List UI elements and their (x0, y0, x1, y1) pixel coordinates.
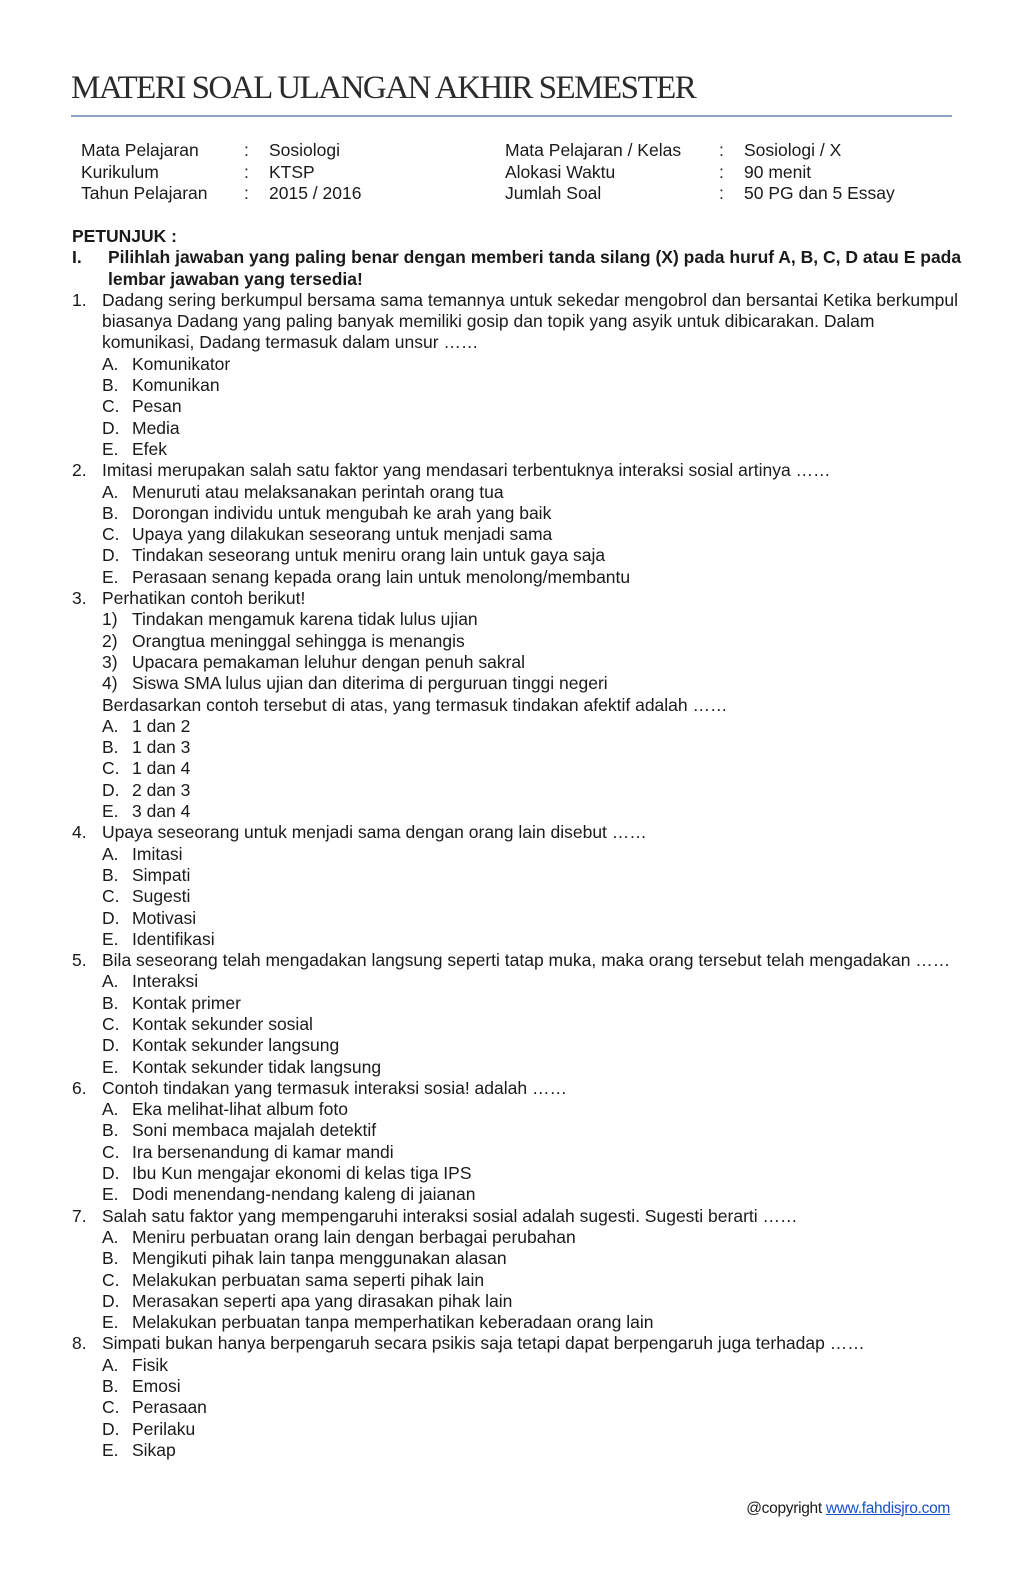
answer-option-text: 1 dan 2 (132, 715, 191, 736)
answer-option-text: Media (132, 417, 180, 438)
meta-row (81, 183, 961, 205)
meta-label: Mata Pelajaran / Kelas (505, 140, 682, 160)
question-text: Contoh tindakan yang termasuk interaksi sosia! adalah …… (102, 1077, 567, 1098)
answer-option (102, 844, 962, 865)
answer-option-key: E. (102, 1439, 119, 1460)
instruction-text: Pilihlah jawaban yang paling benar dengan memberi tanda silang (X) pada huruf A, B, C, D atau E pada lembar jawaban yang tersedia! (108, 247, 962, 289)
answer-option-key: A. (102, 1354, 119, 1375)
question (72, 290, 962, 460)
answer-option-key: D. (102, 907, 120, 928)
meta-value: 50 PG dan 5 Essay (744, 183, 895, 203)
meta-separator: : (719, 183, 724, 203)
meta-value: 90 menit (744, 161, 812, 182)
answer-option (102, 737, 962, 758)
answer-option (102, 1248, 962, 1269)
answer-option-text: Kontak sekunder langsung (132, 1035, 340, 1056)
answer-option-text: Kontak sekunder sosial (132, 1013, 313, 1034)
example-item-key: 2) (102, 630, 118, 651)
answer-option (102, 716, 962, 737)
meta-label: Alokasi Waktu (505, 161, 616, 182)
question-list (72, 290, 962, 1461)
answer-option-text: Efek (132, 438, 168, 459)
question (72, 1333, 962, 1461)
answer-option-text: 2 dan 3 (132, 779, 191, 800)
answer-option (102, 545, 962, 566)
example-item-text: Tindakan mengamuk karena tidak lulus ujian (132, 609, 478, 630)
answer-option-text: Melakukan perbuatan tanpa memperhatikan keberadaan orang lain (132, 1312, 654, 1333)
answer-option-key: B. (102, 992, 119, 1013)
answer-option-key: B. (102, 1248, 119, 1269)
answer-option-text: Sugesti (132, 886, 191, 907)
answer-option-text: Imitasi (132, 843, 183, 864)
answer-option-key: C. (102, 758, 120, 779)
question-text: Upaya seseorang untuk menjadi sama dengan orang lain disebut …… (102, 822, 647, 843)
answer-option-key: E. (102, 566, 119, 587)
meta-row (81, 140, 961, 162)
answer-option-key: A. (102, 971, 119, 992)
answer-option (102, 503, 962, 524)
question (72, 1206, 962, 1334)
meta-value: KTSP (269, 161, 315, 182)
answer-option-text: Komunikator (132, 353, 231, 374)
answer-option-text: Dodi menendang-nendang kaleng di jaianan (132, 1184, 476, 1205)
answer-option (102, 780, 962, 801)
answer-option-text: Fisik (132, 1354, 168, 1375)
answer-option (102, 1355, 962, 1376)
answer-option (102, 865, 962, 886)
meta-separator: : (244, 140, 249, 160)
question (72, 1078, 962, 1206)
answer-option-text: Dorongan individu untuk mengubah ke arah yang baik (132, 502, 552, 523)
answer-option (102, 1184, 962, 1205)
answer-option-key: A. (102, 1099, 119, 1120)
copyright-link[interactable]: www.fahdisjro.com (825, 1500, 950, 1517)
question-number: 2. (72, 460, 87, 481)
answer-option-text: Mengikuti pihak lain tanpa menggunakan alasan (132, 1248, 507, 1269)
answer-option-text: Merasakan seperti apa yang dirasakan pihak lain (132, 1290, 513, 1311)
answer-option-key: D. (102, 1290, 120, 1311)
question-text: Salah satu faktor yang mempengaruhi interaksi sosial adalah sugesti. Sugesti berarti …… (102, 1205, 798, 1226)
answer-option (102, 439, 962, 460)
answer-option-key: B. (102, 1120, 119, 1141)
answer-option (102, 1099, 962, 1120)
answer-option-text: Tindakan seseorang untuk meniru orang lain untuk gaya saja (132, 545, 606, 566)
example-item (102, 673, 962, 694)
question-stem (72, 1206, 962, 1227)
answer-option (102, 1227, 962, 1248)
question-number: 5. (72, 950, 87, 971)
meta-separator: : (244, 161, 249, 182)
example-item-text: Upacara pemakaman leluhur dengan penuh sakral (132, 651, 526, 672)
question-text: Simpati bukan hanya berpengaruh secara psikis saja tetapi dapat berpengaruh juga terhadap …… (102, 1333, 865, 1354)
question-stem (72, 290, 962, 354)
answer-option (102, 1376, 962, 1397)
answer-option-text: Soni membaca majalah detektif (132, 1120, 377, 1141)
answer-option (102, 993, 962, 1014)
answer-option-key: E. (102, 438, 119, 459)
question-followup: Berdasarkan contoh tersebut di atas, yang termasuk tindakan afektif adalah …… (102, 694, 728, 715)
question (72, 950, 962, 1078)
title-underline (71, 115, 952, 117)
answer-option (102, 929, 962, 950)
answer-option (102, 801, 962, 822)
answer-option (102, 1163, 962, 1184)
answer-option (102, 758, 962, 779)
answer-option-text: Motivasi (132, 907, 197, 928)
answer-option (102, 396, 962, 417)
answer-option-text: Simpati (132, 864, 191, 885)
question-stem (72, 822, 962, 843)
example-item-key: 1) (102, 609, 118, 630)
answer-option (102, 354, 962, 375)
answer-option-text: Pesan (132, 396, 182, 417)
example-item-key: 3) (102, 651, 118, 672)
answer-option-key: B. (102, 375, 119, 396)
example-item-text: Siswa SMA lulus ujian dan diterima di perguruan tinggi negeri (132, 673, 608, 694)
meta-separator: : (719, 161, 724, 182)
answer-option-key: C. (102, 1141, 120, 1162)
answer-option (102, 1014, 962, 1035)
answer-option (102, 524, 962, 545)
answer-option-text: Meniru perbuatan orang lain dengan berbagai perubahan (132, 1226, 576, 1247)
meta-value: Sosiologi / X (744, 140, 842, 160)
meta-label: Jumlah Soal (505, 183, 602, 203)
answer-option (102, 567, 962, 588)
answer-option-text: Perilaku (132, 1418, 196, 1439)
meta-label: Tahun Pelajaran (81, 183, 208, 203)
meta-table (81, 140, 961, 205)
answer-option-key: A. (102, 843, 119, 864)
answer-option-text: Kontak primer (132, 992, 241, 1013)
answer-option-key: A. (102, 715, 119, 736)
answer-option-text: Komunikan (132, 375, 220, 396)
answer-option-text: 3 dan 4 (132, 801, 191, 822)
question (72, 822, 962, 950)
answer-option-text: Menuruti atau melaksanakan perintah orang tua (132, 481, 504, 502)
question-stem (72, 588, 962, 609)
answer-option-key: E. (102, 928, 119, 949)
answer-option-key: B. (102, 1376, 119, 1397)
example-item (102, 652, 962, 673)
answer-option-key: C. (102, 1397, 120, 1418)
answer-option-key: A. (102, 1226, 119, 1247)
copyright-footer (746, 1500, 950, 1518)
answer-option-key: B. (102, 737, 119, 758)
question-number: 8. (72, 1333, 87, 1354)
meta-value: 2015 / 2016 (269, 183, 362, 203)
meta-value: Sosiologi (269, 140, 341, 160)
meta-label: Mata Pelajaran (81, 140, 199, 160)
question-text: Imitasi merupakan salah satu faktor yang mendasari terbentuknya interaksi sosial artinya …… (102, 460, 831, 481)
answer-option-text: Ira bersenandung di kamar mandi (132, 1141, 394, 1162)
answer-option-text: Perasaan (132, 1397, 207, 1418)
answer-option (102, 482, 962, 503)
answer-option-key: B. (102, 864, 119, 885)
answer-option (102, 1270, 962, 1291)
page-title: MATERI SOAL ULANGAN AKHIR SEMESTER (71, 70, 696, 106)
question (72, 460, 962, 588)
answer-option (102, 971, 962, 992)
question-stem (72, 950, 962, 971)
meta-row (81, 162, 961, 184)
question-text: Bila seseorang telah mengadakan langsung seperti tatap muka, maka orang tersebut telah mengadakan …… (102, 950, 951, 971)
answer-option-text: Sikap (132, 1439, 176, 1460)
answer-option (102, 1291, 962, 1312)
question-number: 7. (72, 1205, 87, 1226)
question-stem (72, 1333, 962, 1354)
question (72, 588, 962, 822)
answer-option-text: Ibu Kun mengajar ekonomi di kelas tiga IPS (132, 1163, 472, 1184)
answer-option-key: D. (102, 1418, 120, 1439)
answer-option-text: Emosi (132, 1376, 181, 1397)
answer-option-text: Interaksi (132, 971, 199, 992)
question-stem (72, 460, 962, 481)
answer-option-key: D. (102, 779, 120, 800)
answer-option-key: D. (102, 1035, 120, 1056)
answer-option-text: Identifikasi (132, 928, 215, 949)
answer-option-key: E. (102, 1184, 119, 1205)
petunjuk-heading: PETUNJUK : (72, 226, 178, 246)
exam-content (72, 226, 962, 1461)
answer-option (102, 1397, 962, 1418)
answer-option-text: Eka melihat-lihat album foto (132, 1099, 348, 1120)
answer-option-key: A. (102, 481, 119, 502)
answer-option-key: C. (102, 1269, 120, 1290)
answer-option-text: Kontak sekunder tidak langsung (132, 1056, 382, 1077)
answer-option-text: 1 dan 3 (132, 737, 191, 758)
answer-option-key: C. (102, 886, 120, 907)
question-number: 4. (72, 822, 87, 843)
copyright-prefix: @copyright (746, 1500, 822, 1517)
answer-option (102, 1440, 962, 1461)
instruction-number: I. (72, 247, 82, 268)
answer-option-text: Perasaan senang kepada orang lain untuk menolong/membantu (132, 566, 631, 587)
answer-option-text: 1 dan 4 (132, 758, 191, 779)
question-stem (72, 1078, 962, 1099)
answer-option-key: B. (102, 502, 119, 523)
meta-label: Kurikulum (81, 161, 159, 182)
answer-option (102, 908, 962, 929)
answer-option-key: A. (102, 353, 119, 374)
question-number: 3. (72, 588, 87, 609)
answer-option (102, 1419, 962, 1440)
answer-option-key: E. (102, 1312, 119, 1333)
answer-option-key: D. (102, 417, 120, 438)
example-item (102, 631, 962, 652)
answer-option-text: Melakukan perbuatan sama seperti pihak lain (132, 1269, 485, 1290)
answer-option (102, 1035, 962, 1056)
answer-option-text: Upaya yang dilakukan seseorang untuk menjadi sama (132, 524, 553, 545)
answer-option (102, 1057, 962, 1078)
answer-option-key: D. (102, 1163, 120, 1184)
example-item (102, 609, 962, 630)
question-number: 1. (72, 289, 87, 310)
answer-option (102, 1120, 962, 1141)
question-text: Dadang sering berkumpul bersama sama temannya untuk sekedar mengobrol dan bersantai Ketika berkumpul biasanya Dadang yang paling banyak memiliki gosip dan topik yang asyik untuk dibicarakan. Dalam komunikasi, Dadang termasuk dalam unsur …… (102, 289, 959, 353)
question-number: 6. (72, 1077, 87, 1098)
question-text: Perhatikan contoh berikut! (102, 588, 306, 609)
answer-option (102, 1142, 962, 1163)
answer-option-key: C. (102, 524, 120, 545)
example-item-text: Orangtua meninggal sehingga is menangis (132, 630, 465, 651)
answer-option (102, 375, 962, 396)
meta-separator: : (244, 183, 249, 203)
answer-option-key: E. (102, 801, 119, 822)
meta-separator: : (719, 140, 724, 160)
answer-option (102, 418, 962, 439)
instruction (72, 247, 962, 290)
example-item-key: 4) (102, 673, 118, 694)
answer-option-key: E. (102, 1056, 119, 1077)
answer-option-key: C. (102, 1013, 120, 1034)
answer-option-key: C. (102, 396, 120, 417)
answer-option (102, 1312, 962, 1333)
answer-option-key: D. (102, 545, 120, 566)
answer-option (102, 886, 962, 907)
